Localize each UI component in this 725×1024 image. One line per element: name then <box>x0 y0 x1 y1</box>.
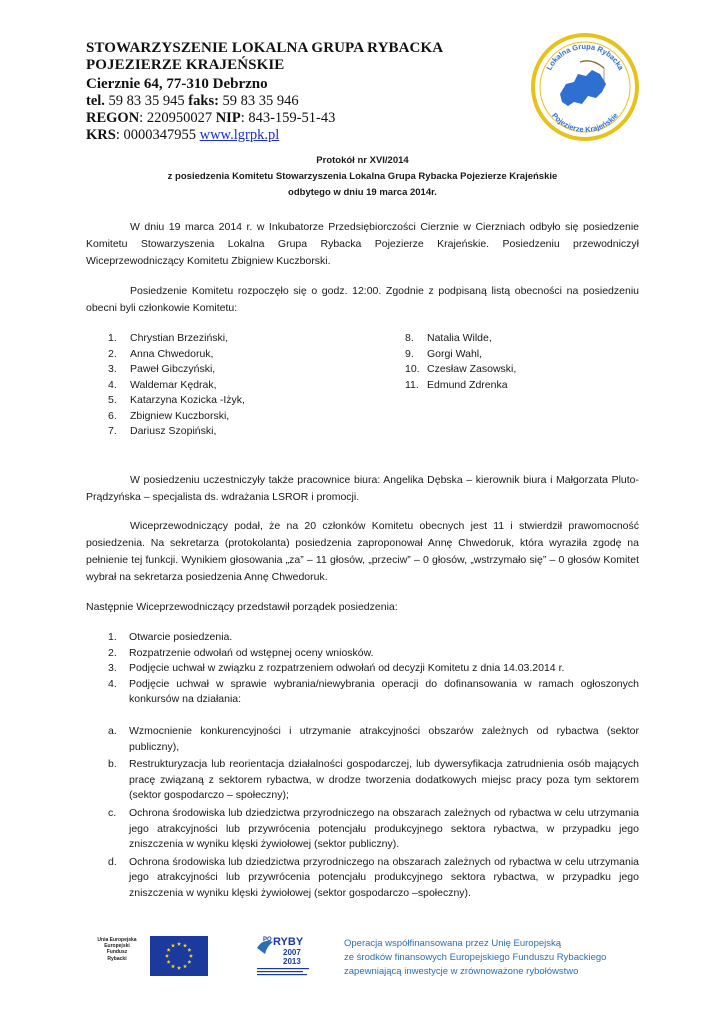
eu-flag-icon <box>150 936 208 976</box>
agenda-item <box>108 677 639 708</box>
list-number: 1. <box>108 332 117 344</box>
member-item <box>108 331 368 347</box>
agenda-item <box>108 661 639 677</box>
members-list-left <box>108 331 368 440</box>
eu-label-line4: Rybacki <box>107 955 127 962</box>
list-text: Ochrona środowiska lub dziedzictwa przyrodniczego na obszarach zależnych od rybactwa w celu utrzymania jego atrakcyjności lub przywrócenia potencjału produkcyjnego sektora rybactwa, w przypadku jego zniszczenia w wyniku klęski żywiołowej (sektor gospodarczo –społeczny). <box>129 855 639 899</box>
fax-label: faks: <box>188 93 219 109</box>
list-text: Podjęcie uchwał w sprawie wybrania/niewybrania operacji do dofinansowania w ramach ogłoszonych konkursów na działania: <box>129 677 639 706</box>
paragraph-intro: W dniu 19 marca 2014 r. w Inkubatorze Przedsiębiorczości Cierznie w Cierzniach odbyło się posiedzenie Komitetu Stowarzyszenia Lokalna Grupa Rybacka Pojezierze Krajeńskie. Posiedzeniu przewodniczył Wiceprzewodniczący Komitetu Zbigniew Kuczborski. <box>86 221 639 267</box>
list-text: Chrystian Brzeziński, <box>130 332 229 344</box>
eu-label-line1: Unia Europejska <box>97 937 137 943</box>
po-label: PO <box>263 937 272 943</box>
list-number: 6. <box>108 409 117 422</box>
po-ryby-logo <box>253 932 315 980</box>
list-text: Rozpatrzenie odwołań od wstępnej oceny wniosków. <box>129 646 374 659</box>
list-text: Natalia Wilde, <box>427 332 492 344</box>
nip-value: : 843-159-51-43 <box>240 110 336 126</box>
list-number: 3. <box>108 662 117 675</box>
po-rule-3 <box>257 974 307 975</box>
tel-label: tel. <box>86 93 105 109</box>
logo-text-bottom: Pojezierze Krajeńskie <box>550 111 620 135</box>
member-item <box>405 331 635 347</box>
krs-label: KRS <box>86 127 116 143</box>
list-text: Waldemar Kędrak, <box>130 378 217 391</box>
regon-value: : 220950027 <box>139 110 216 126</box>
member-item <box>405 362 635 378</box>
paragraph-quorum: Wiceprzewodniczący podał, że na 20 członków Komitetu obecnych jest 11 i stwierdził prawomocność posiedzenia. Na sekretarza (protokolanta) posiedzenia zaproponował Annę Chwedoruk, która wyraziła zgodę na pełnienie tej funkcji. Wynikiem głosowania „za” – 11 głosów, „przeciw” – 0 głosów, „wstrzymało się” – 0 głosów Komitet wybrał na sekretarza posiedzenia Annę Chwedoruk. <box>86 520 639 583</box>
krs-value: : 0000347955 <box>115 127 200 143</box>
member-item <box>108 362 368 378</box>
member-item <box>108 393 368 409</box>
paragraph-agenda-intro: Następnie Wiceprzewodniczący przedstawił porządek posiedzenia: <box>86 601 398 613</box>
actions-list <box>108 724 639 904</box>
logo-text-top: Lokalna Grupa Rybacka <box>544 41 626 72</box>
list-number: c. <box>108 806 117 819</box>
year-2007-label: 2007 <box>283 948 301 957</box>
list-text: Gorgi Wahl, <box>427 347 483 360</box>
cofinancing-note <box>344 937 634 978</box>
eu-efr-label <box>90 937 144 962</box>
eu-label-line3: Fundusz <box>106 949 128 956</box>
list-text: Dariusz Szopiński, <box>130 425 217 437</box>
member-item <box>405 347 635 363</box>
list-number: 10. <box>405 363 420 375</box>
protocol-subtitle: z posiedzenia Komitetu Stowarzyszenia Lokalna Grupa Rybacka Pojezierze Krajeńskie <box>167 171 558 182</box>
list-number: 2. <box>108 646 117 659</box>
agenda-item <box>108 646 639 662</box>
member-item <box>108 409 368 425</box>
org-name-line2: POJEZIERZE KRAJEŃSKIE <box>86 57 285 73</box>
action-item <box>108 757 639 804</box>
krs-line <box>86 127 506 144</box>
list-number: 9. <box>405 347 414 360</box>
list-number: 2. <box>108 347 117 360</box>
member-item <box>108 424 368 440</box>
website-link[interactable]: www.lgrpk.pl <box>199 127 280 143</box>
list-text: Katarzyna Kozicka -Iżyk, <box>130 394 245 406</box>
regon-label: REGON <box>86 110 140 126</box>
list-text: Restrukturyzacja lub reorientacja działalności gospodarczej, lub dywersyfikacja zatrudnienia osób mających pracę związaną z sektorem rybactwa, w drodze tworzenia dodatkowych miejsc pracy poza tym sektorem (sektor gospodarczo – społeczny); <box>129 758 639 802</box>
year-2013-label: 2013 <box>283 957 301 966</box>
lgr-logo <box>530 32 640 142</box>
list-number: 3. <box>108 363 117 375</box>
paragraph-staff: W posiedzeniu uczestniczyły także pracownice biura: Angelika Dębska – kierownik biura i Małgorzata Pluto-Prądzyńska – specjalista ds. wdrażania LSROR i promocji. <box>86 474 639 503</box>
list-number: 1. <box>108 631 117 643</box>
list-text: Ochrona środowiska lub dziedzictwa przyrodniczego na obszarach zależnych od rybactwa w celu utrzymania jego atrakcyjności lub przywrócenia potencjału produkcyjnego sektora rybactwa, w przypadku jego zniszczenia w wyniku klęski żywiołowej (sektor publiczny). <box>129 806 639 851</box>
tel-value: 59 83 35 945 <box>104 93 189 109</box>
po-rule-1 <box>257 968 309 969</box>
action-item <box>108 855 639 902</box>
member-item <box>108 378 368 394</box>
cofinancing-line3: zapewniającą inwestycje w zrównoważone rybołówstwo <box>344 965 579 977</box>
action-item <box>108 806 639 853</box>
list-number: 4. <box>108 677 117 690</box>
list-number: 5. <box>108 394 117 406</box>
list-number: 8. <box>405 332 414 344</box>
member-item <box>108 347 368 363</box>
cofinancing-line2: ze środków finansowych Europejskiego Funduszu Rybackiego <box>344 951 607 963</box>
list-text: Otwarcie posiedzenia. <box>129 631 233 643</box>
fax-value: 59 83 35 946 <box>218 93 299 109</box>
cofinancing-line1: Operacja współfinansowana przez Unię Europejską <box>344 938 562 949</box>
list-number: a. <box>108 725 117 737</box>
list-text: Edmund Zdrenka <box>427 378 508 391</box>
paragraph-attendance: Posiedzenie Komitetu rozpoczęło się o godz. 12:00. Zgodnie z podpisaną listą obecności na posiedzeniu obecni byli członkowie Komitetu: <box>86 285 639 314</box>
member-item <box>405 378 635 394</box>
phone-line <box>86 93 506 110</box>
nip-label: NIP <box>215 110 241 126</box>
list-number: b. <box>108 758 117 771</box>
list-number: 7. <box>108 425 117 437</box>
agenda-list <box>108 630 639 708</box>
list-text: Podjęcie uchwał w związku z rozpatrzeniem odwołań od decyzji Komitetu z dnia 14.03.2014 r. <box>129 662 565 675</box>
regon-line <box>86 110 506 127</box>
list-text: Zbigniew Kuczborski, <box>130 409 230 422</box>
eu-label-line2: Europejski <box>104 943 130 950</box>
list-text: Czesław Zasowski, <box>427 363 517 375</box>
protocol-date: odbytego w dniu 19 marca 2014r. <box>288 187 437 198</box>
action-item <box>108 724 639 755</box>
org-name-line1: STOWARZYSZENIE LOKALNA GRUPA RYBACKA <box>86 40 444 56</box>
list-number: 4. <box>108 378 117 391</box>
list-number: d. <box>108 855 117 868</box>
org-address: Cierznie 64, 77-310 Debrzno <box>86 76 268 92</box>
agenda-item <box>108 630 639 646</box>
po-rule-2 <box>257 971 303 972</box>
ryby-label: RYBY <box>273 936 304 948</box>
letterhead <box>86 40 506 144</box>
list-number: 11. <box>405 378 419 391</box>
list-text: Anna Chwedoruk, <box>130 347 214 360</box>
list-text: Paweł Gibczyński, <box>130 363 216 375</box>
protocol-title: Protokół nr XVI/2014 <box>316 155 409 166</box>
members-list-right <box>405 331 635 393</box>
list-text: Wzmocnienie konkurencyjności i utrzymanie atrakcyjności obszarów zależnych od rybactwa (sektor publiczny), <box>129 725 639 753</box>
